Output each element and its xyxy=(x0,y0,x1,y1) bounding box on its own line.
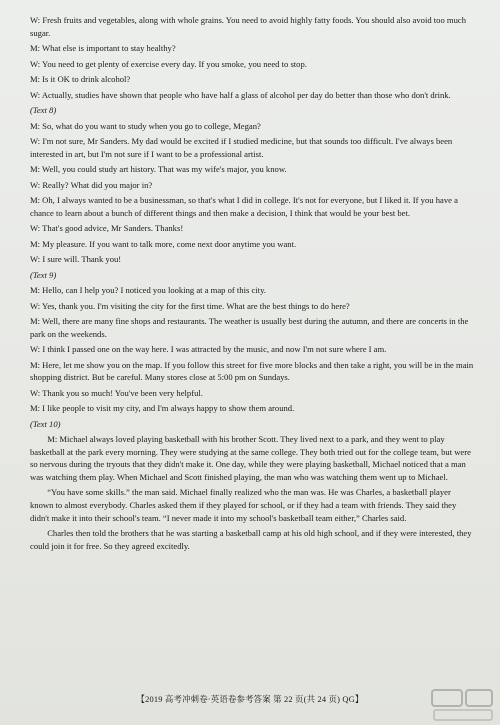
dialogue-line: W: I sure will. Thank you! xyxy=(30,254,122,265)
dialogue-line: W: I think I passed one on the way here. I was attracted by the music, and now I'm not sure where I am. xyxy=(30,344,387,355)
dialogue-line: M: I like people to visit my city, and I'm always happy to show them around. xyxy=(30,403,295,414)
dialogue-line: M: Well, you could study art history. That was my wife's major, you know. xyxy=(30,164,287,175)
dialogue-line: M: Here, let me show you on the map. If you follow this street for five more blocks and then take a right, you will be in the main shopping district. But be careful. Many stores close at 5:00 pm on Sundays. xyxy=(30,359,474,383)
watermark-logo-icon xyxy=(430,687,496,723)
dialogue-line: W: Yes, thank you. I'm visiting the city for the first time. What are the best things to do here? xyxy=(30,300,350,311)
dialogue-line: M: Hello, can I help you? I noticed you looking at a map of this city. xyxy=(30,285,266,296)
dialogue-line: M: My pleasure. If you want to talk more, come next door anytime you want. xyxy=(30,238,297,249)
dialogue-line: W: Actually, studies have shown that people who have half a glass of alcohol per day do better than those who don't drink. xyxy=(30,89,451,100)
dialogue-line: W: You need to get plenty of exercise every day. If you smoke, you need to stop. xyxy=(30,58,307,69)
dialogue-line: W: Really? What did you major in? xyxy=(30,179,153,190)
dialogue-line: M: Well, there are many fine shops and restaurants. The weather is usually best during the autumn, and there are concerts in the park on the weekends. xyxy=(30,316,469,339)
dialogue-line: M: What else is important to stay healthy? xyxy=(30,43,176,54)
dialogue-line: M: Oh, I always wanted to be a businessman, so that's what I did in college. It's not for everyone, but I liked it. If you have a chance to learn about a bunch of different things and then make a decision, I think that would be your best bet. xyxy=(30,195,458,218)
page-footer: 【2019 高考冲刺卷·英语卷参考答案 第 22 页(共 24 页) QG】 xyxy=(136,695,364,704)
section-label: (Text 10) xyxy=(30,418,61,429)
dialogue-line: W: Thank you so much! You've been very helpful. xyxy=(30,387,203,398)
document-body xyxy=(30,14,475,555)
dialogue-line: W: That's good advice, Mr Sanders. Thanks! xyxy=(30,223,184,234)
section-label: (Text 9) xyxy=(30,269,57,280)
dialogue-line: M: So, what do you want to study when you go to college, Megan? xyxy=(30,120,261,131)
narrative-paragraph: “You have some skills.” the man said. Michael finally realized who the man was. He was Charles, a basketball player known to almost everybody. Charles asked them if they played for school, or if they had a team with friends. They said they didn't make it into their school's team. “I never made it into my school's basketball team either,” Charles said. xyxy=(30,487,457,523)
dialogue-line: W: Fresh fruits and vegetables, along with whole grains. You need to avoid highly fatty foods. You should also avoid too much sugar. xyxy=(30,15,467,38)
dialogue-line: M: Is it OK to drink alcohol? xyxy=(30,74,131,85)
dialogue-line: W: I'm not sure, Mr Sanders. My dad would be excited if I studied medicine, but that sounds too difficult. I've always been interested in art, but I'm not sure if I want to be a professional artist. xyxy=(30,135,453,159)
section-label: (Text 8) xyxy=(30,105,57,116)
narrative-paragraph: Charles then told the brothers that he was starting a basketball camp at his old high school, and if they were interested, they could join it for free. So they agreed excitedly. xyxy=(30,528,472,551)
narrative-paragraph: M: Michael always loved playing basketball with his brother Scott. They lived next to a park, and they went to play basketball at the park every morning. They were studying at the same college. They both tried out for the college team, but were so nervous during the tryouts that they didn't make it. One day, while they were playing basketball, Michael noticed that a man was watching them play. When Michael and Scott finished playing, the man who was watching them went up to Michael. xyxy=(30,434,471,482)
